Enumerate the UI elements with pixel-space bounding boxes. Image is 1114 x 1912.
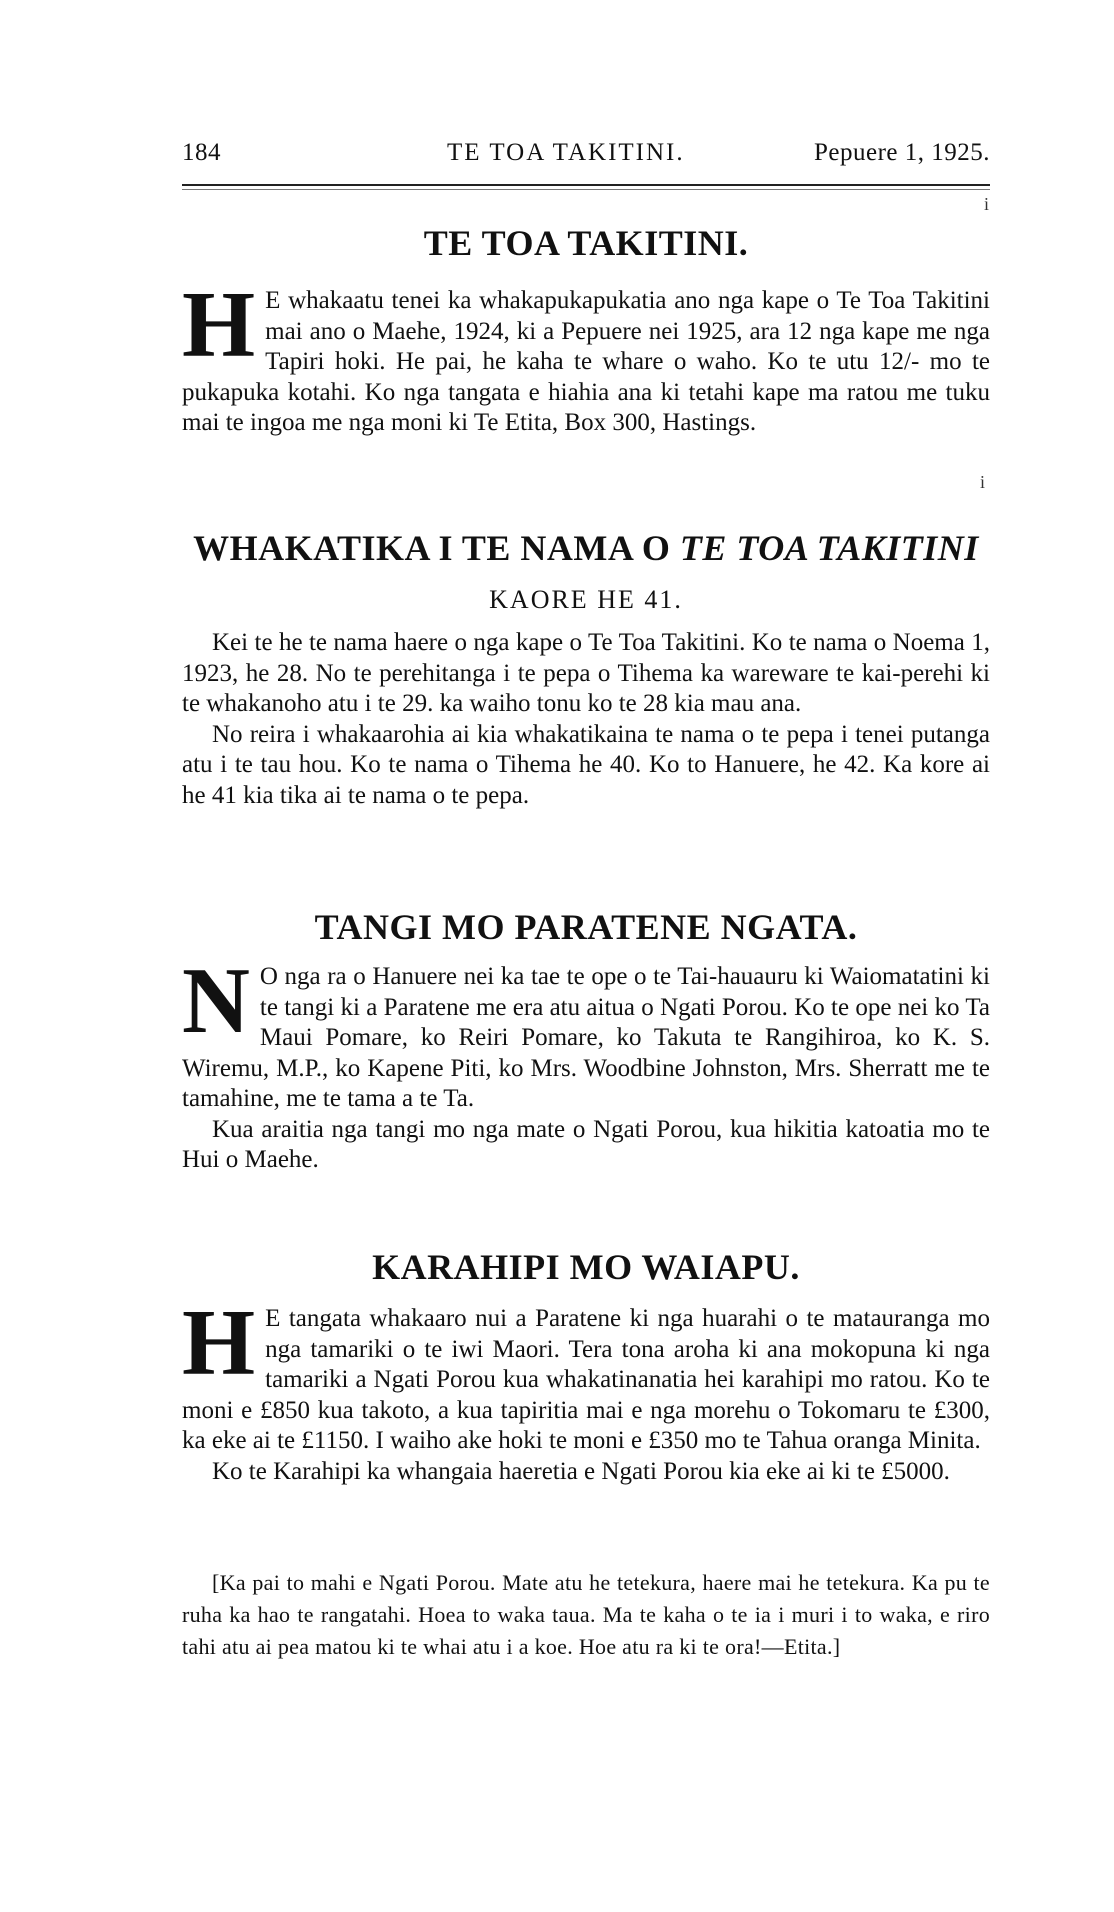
paragraph: Ko te Karahipi ka whangaia haeretia e Ngati Porou kia eke ai ki te £5000. — [212, 1457, 950, 1485]
header-rule — [182, 184, 990, 186]
editor-note — [182, 1567, 990, 1663]
margin-mark: i — [984, 194, 990, 214]
section-title-te-toa-takitini: TE TOA TAKITINI. — [423, 223, 749, 263]
paragraph: Kua araitia nga tangi mo nga mate o Ngati Porou, kua hikitia katoatia mo te Hui o Maehe. — [182, 1115, 990, 1173]
section-body-whakatika — [182, 628, 990, 811]
issue-date: Pepuere 1, 1925. — [813, 139, 990, 166]
drop-cap: H — [182, 273, 256, 377]
paragraph: E tangata whakaaro nui a Paratene ki nga huarahi o te matauranga mo nga tamariki o te iwi Maori. Tera tona aroha ki ana mokopuna ki nga tamariki a Ngati Porou kua whakatinanatia hei karahipi mo ratou. Ko te moni e £850 kua takoto, a kua tapiritia mai e nga morehu o Tokomaru te £300, ka eke ai te £1150. I waiho ake hoki te moni e £350 mo te Tahua oranga Minita. — [182, 1305, 990, 1454]
editor-note-text: [Ka pai to mahi e Ngati Porou. Mate atu he tetekura, haere mai he tetekura. Ka pu te ruha ka hao te rangatahi. Hoea to waka taua. Ma te kaha o te ia i muri i to waka, e riro tahi atu ai pea matou ki te whai atu i a koe. Hoe atu ra ki te ora!—Etita.] — [182, 1570, 990, 1659]
section-title-karahipi: KARAHIPI MO WAIAPU. — [372, 1247, 800, 1287]
paragraph: Kei te he te nama haere o nga kape o Te Toa Takitini. Ko te nama o Noema 1, 1923, he 28. No te perehitanga i te pepa o Tihema ka wareware te kai-perehi ki te whakanoho atu i te 29. ka waiho tonu ko te 28 kia mau ana. — [182, 629, 990, 717]
running-header — [182, 139, 990, 173]
title-italic: TE TOA TAKITINI — [679, 528, 979, 568]
section-body-karahipi — [182, 1291, 990, 1487]
drop-cap: H — [182, 1291, 256, 1395]
section-title-tangi: TANGI MO PARATENE NGATA. — [314, 907, 858, 947]
paragraph: E whakaatu tenei ka whakapukapukatia ano nga kape o Te Toa Takitini mai ano o Maehe, 1924, ki a Pepuere nei 1925, ara 12 nga kape me nga Tapiri hoki. He pai, he kaha te whare o waho. Ko te utu 12/- mo te pukapuka kotahi. Ko nga tangata e hiahia ana ki tetahi kape ma ratou me tuku mai te ingoa me nga moni ki Te Etita, Box 300, Hastings. — [182, 287, 990, 436]
section-title-whakatika — [182, 527, 990, 569]
paragraph: O nga ra o Hanuere nei ka tae te ope o te Tai-hauauru ki Waiomatatini ki te tangi ki a Paratene me era atu aitua o Ngati Porou. Ko te ope nei ko Ta Maui Pomare, ko Reiri Pomare, ko Takuta te Rangihiroa, ko K. S. Wiremu, M.P., ko Kapene Piti, ko Mrs. Woodbine Johnston, Mrs. Sherratt me te tamahine, me te tama a te Ta. — [182, 963, 990, 1112]
header-rule-thin — [182, 189, 990, 190]
journal-title: TE TOA TAKITINI. — [447, 139, 685, 166]
section-body-te-toa-takitini — [182, 273, 990, 439]
section-body-tangi — [182, 949, 990, 1176]
paragraph: No reira i whakaarohia ai kia whakatikaina te nama o te pepa i tenei putanga atu i te tau hou. Ko te nama o Tihema he 40. Ko to Hanuere, he 42. Ka kore ai he 41 kia tika ai te nama o te pepa. — [182, 720, 990, 809]
section-subtitle: KAORE HE 41. — [489, 585, 683, 614]
title-plain: WHAKATIKA I TE NAMA O — [193, 528, 680, 568]
margin-mark: i — [980, 472, 986, 492]
drop-cap: N — [182, 949, 250, 1053]
page-number: 184 — [182, 139, 221, 166]
